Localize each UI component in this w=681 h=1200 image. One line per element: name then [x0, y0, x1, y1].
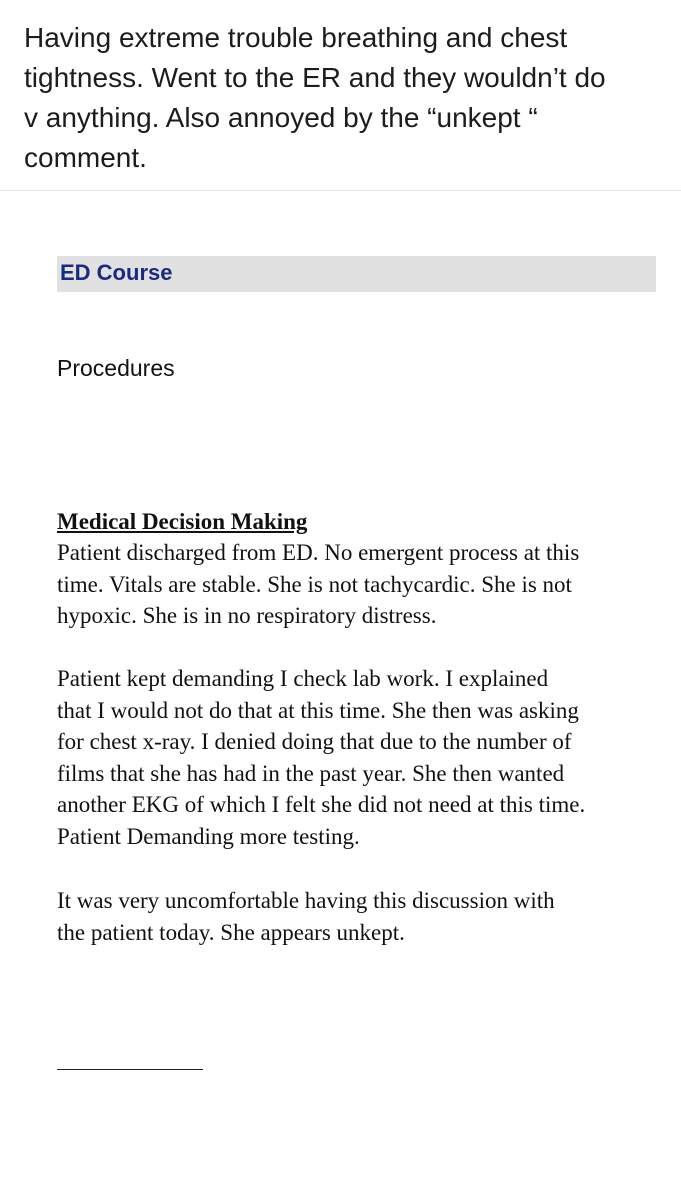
- note-paragraph-testing: Patient kept demanding I check lab work. I explained that I would not do that at this time. She then was asking for chest x-ray. I denied doing that due to the number of films that she has had in the past year. She then wanted another EKG of which I felt she did not need at this time. Patient Demanding more testing.: [57, 666, 586, 849]
- section-header-bar: [57, 256, 656, 292]
- note-paragraph-discharge: Patient discharged from ED. No emergent process at this time. Vitals are stable. She is not tachycardic. She is not hypoxic. She is in no respiratory distress.: [57, 540, 580, 628]
- section-header-label: ED Course: [60, 260, 173, 285]
- divider: [0, 190, 681, 191]
- medical-decision-making-heading: Medical Decision Making: [57, 509, 308, 534]
- note-paragraph-discussion: It was very uncomfortable having this discussion with the patient today. She appears unkept.: [57, 888, 555, 945]
- signature-line: [57, 1069, 203, 1070]
- procedures-label: Procedures: [57, 355, 175, 381]
- post-caption: Having extreme trouble breathing and chest tightness. Went to the ER and they wouldn’t do v anything. Also annoyed by the “unkept “ comment.: [24, 22, 606, 173]
